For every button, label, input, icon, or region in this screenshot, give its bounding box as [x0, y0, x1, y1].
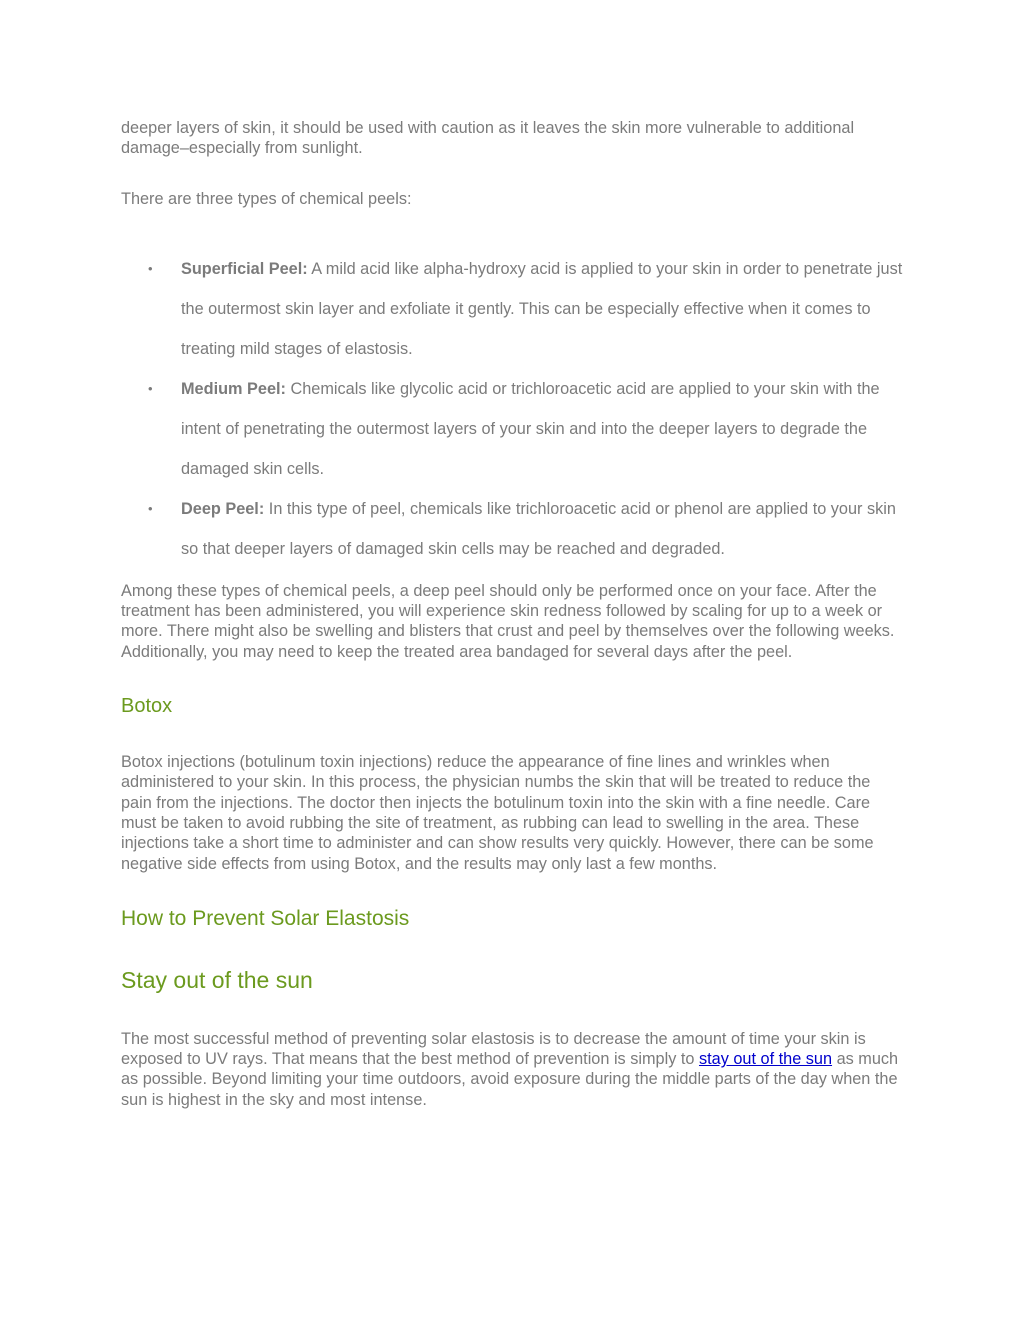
list-item-deep-peel [148, 489, 903, 569]
stay-out-paragraph [121, 1029, 903, 1110]
peel-title: Deep Peel: [181, 499, 265, 518]
peel-description: In this type of peel, chemicals like trichloroacetic acid or phenol are applied to your skin so that deeper layers of damaged skin cells may be reached and degraded. [181, 499, 896, 558]
bullet-icon: • [148, 380, 153, 396]
stay-out-text-after: as much as possible. Beyond limiting your time outdoors, avoid exposure during the middle parts of the day when the sun is highest in the sky and most intense. [121, 1050, 899, 1109]
intro-paragraph: deeper layers of skin, it should be used with caution as it leaves the skin more vulnerable to additional damage–especially from sunlight. [121, 119, 855, 158]
list-item-medium-peel [148, 369, 903, 489]
bullet-icon: • [148, 500, 153, 516]
botox-paragraph: Botox injections (botulinum toxin injections) reduce the appearance of fine lines and wrinkles when administered to your skin. In this process, the physician numbs the skin that will be treated to reduce the pain from the injections. The doctor then injects the botulinum toxin into the skin with a fine needle. Care must be taken to avoid rubbing the site of treatment, as rubbing can lead to swelling in the area. These injections take a short time to administer and can show results very quickly. However, there can be some negative side effects from using Botox, and the results may only last a few months. [121, 753, 874, 873]
deep-peel-paragraph: Among these types of chemical peels, a deep peel should only be performed once on your face. After the treatment has been administered, you will experience skin redness followed by scaling for up to a week or more. There might also be swelling and blisters that crust and peel by themselves over the following weeks. Additionally, you may need to keep the treated area bandaged for several days after the peel. [121, 581, 895, 661]
stay-out-heading: Stay out of the sun [121, 966, 313, 993]
peel-types-list [121, 249, 903, 569]
stay-out-text-before: The most successful method of preventing solar elastosis is to decrease the amount of time your skin is exposed to UV rays. That means that the best method of prevention is simply to [121, 1029, 866, 1069]
peel-title: Medium Peel: [181, 379, 286, 398]
peel-description: Chemicals like glycolic acid or trichloroacetic acid are applied to your skin with the intent of penetrating the outermost layers of your skin and into the deeper layers to degrade the damaged skin cells. [181, 379, 880, 478]
list-item-superficial-peel [148, 249, 903, 369]
botox-heading: Botox [121, 695, 173, 718]
prevent-heading: How to Prevent Solar Elastosis [121, 906, 410, 930]
bullet-icon: • [148, 260, 153, 276]
document-page [121, 118, 903, 1110]
stay-out-of-the-sun-link[interactable]: stay out of the sun [698, 1050, 833, 1069]
peel-types-intro: There are three types of chemical peels: [121, 189, 412, 208]
peel-title: Superficial Peel: [181, 259, 308, 278]
peel-description: A mild acid like alpha-hydroxy acid is applied to your skin in order to penetrate just the outermost skin layer and exfoliate it gently. This can be especially effective when it comes to treating mild stages of elastosis. [181, 259, 903, 358]
